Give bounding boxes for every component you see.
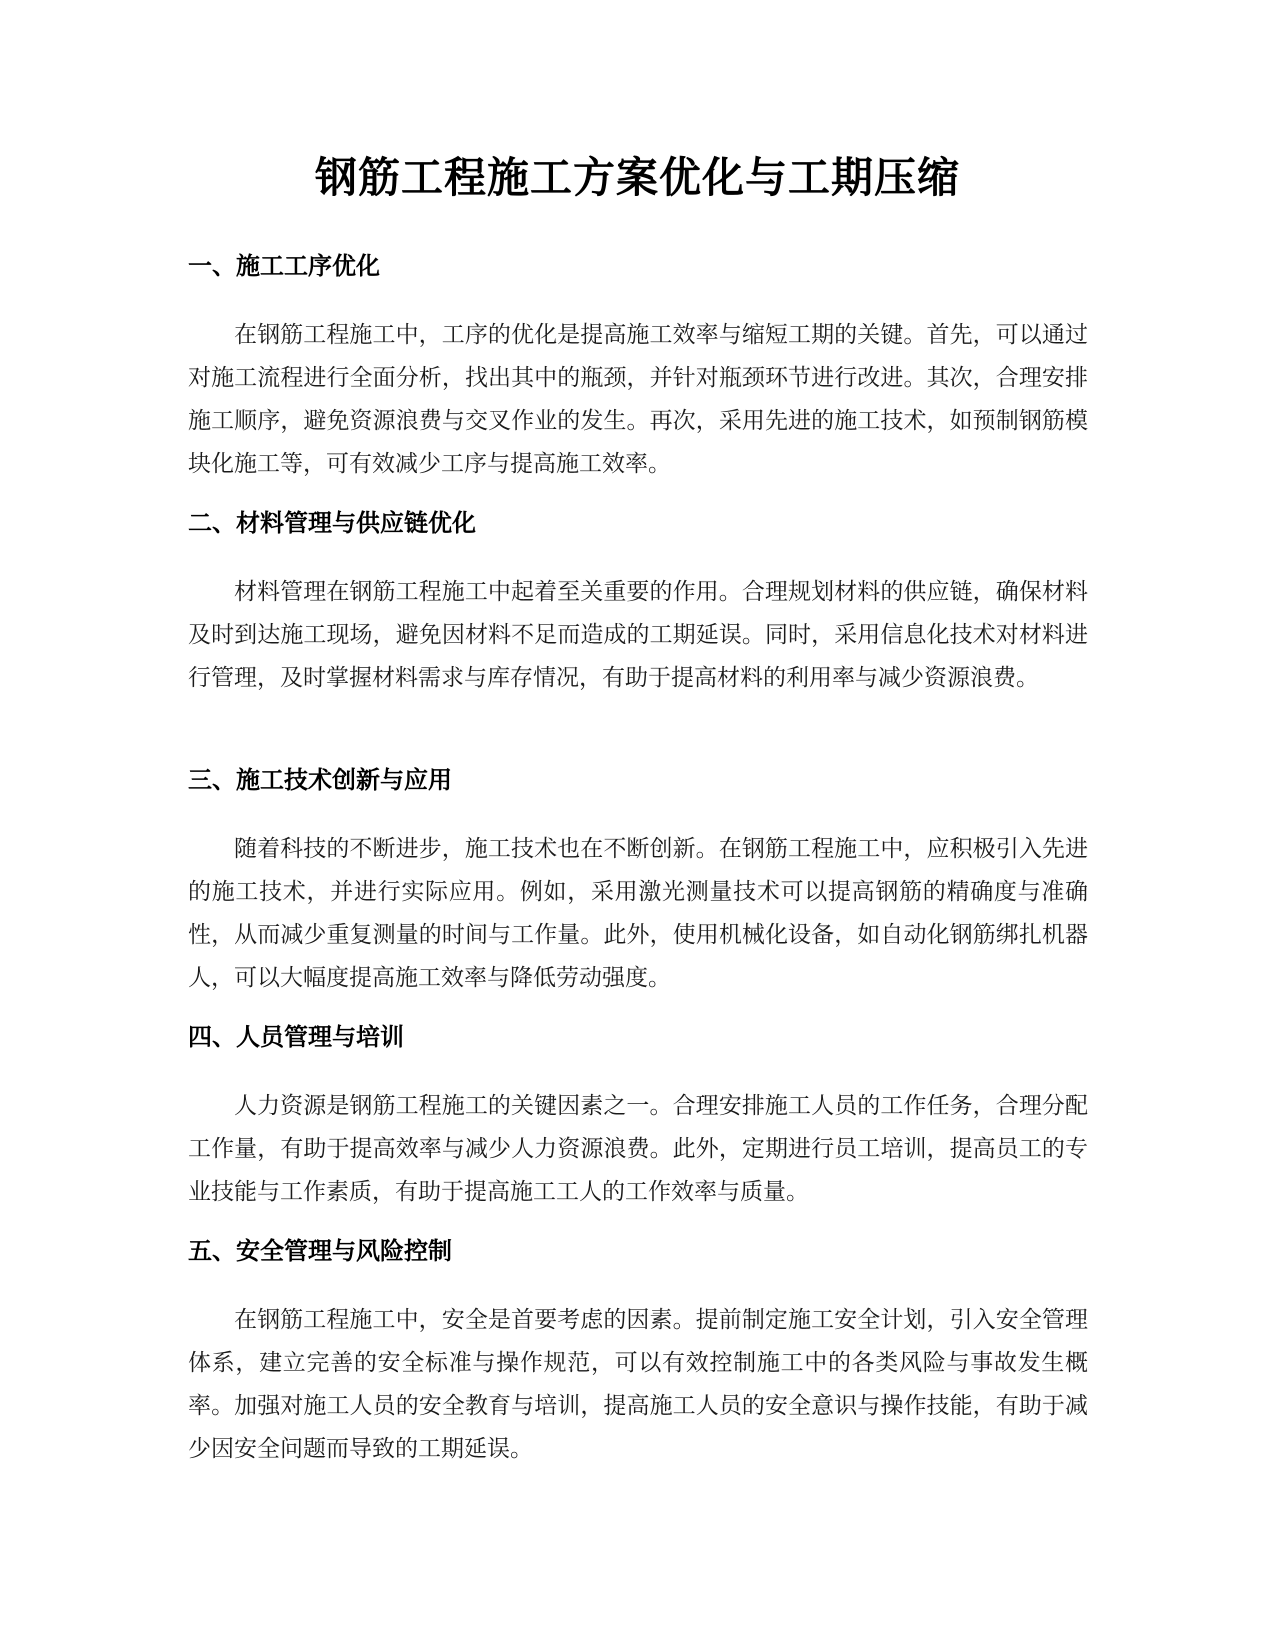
- section-heading: 五、安全管理与风险控制: [188, 1237, 452, 1265]
- section-paragraph: 在钢筋工程施工中，安全是首要考虑的因素。提前制定施工安全计划，引入安全管理体系，建立完善的安全标准与操作规范，可以有效控制施工中的各类风险与事故发生概率。加强对施工人员的安全教育与培训，提高施工人员的安全意识与操作技能，有助于减少因安全问题而导致的工期延误。: [188, 1307, 1088, 1462]
- section-heading: 一、施工工序优化: [188, 252, 380, 280]
- section-personnel-training: [188, 1019, 1088, 1214]
- section-paragraph: 材料管理在钢筋工程施工中起着至关重要的作用。合理规划材料的供应链，确保材料及时到达施工现场，避免因材料不足而造成的工期延误。同时，采用信息化技术对材料进行管理，及时掌握材料需求与库存情况，有助于提高材料的利用率与减少资源浪费。: [188, 579, 1088, 691]
- section-paragraph: 随着科技的不断进步，施工技术也在不断创新。在钢筋工程施工中，应积极引入先进的施工技术，并进行实际应用。例如，采用激光测量技术可以提高钢筋的精确度与准确性，从而减少重复测量的时间与工作量。此外，使用机械化设备，如自动化钢筋绑扎机器人，可以大幅度提高施工效率与降低劳动强度。: [188, 836, 1088, 991]
- section-safety-risk-control: [188, 1233, 1088, 1471]
- section-material-supply-chain: [188, 505, 1088, 700]
- document-title: 钢筋工程施工方案优化与工期压缩: [314, 153, 960, 202]
- section-paragraph: 在钢筋工程施工中，工序的优化是提高施工效率与缩短工期的关键。首先，可以通过对施工流程进行全面分析，找出其中的瓶颈，并针对瓶颈环节进行改进。其次，合理安排施工顺序，避免资源浪费与交叉作业的发生。再次，采用先进的施工技术，如预制钢筋模块化施工等，可有效减少工序与提高施工效率。: [188, 322, 1088, 477]
- section-heading: 四、人员管理与培训: [188, 1023, 404, 1051]
- section-heading: 二、材料管理与供应链优化: [188, 509, 476, 537]
- section-heading: 三、施工技术创新与应用: [188, 766, 452, 794]
- section-paragraph: 人力资源是钢筋工程施工的关键因素之一。合理安排施工人员的工作任务，合理分配工作量，有助于提高效率与减少人力资源浪费。此外，定期进行员工培训，提高员工的专业技能与工作素质，有助于提高施工工人的工作效率与质量。: [188, 1093, 1088, 1205]
- section-technology-innovation: [188, 762, 1088, 1000]
- section-process-optimization: [188, 248, 1088, 486]
